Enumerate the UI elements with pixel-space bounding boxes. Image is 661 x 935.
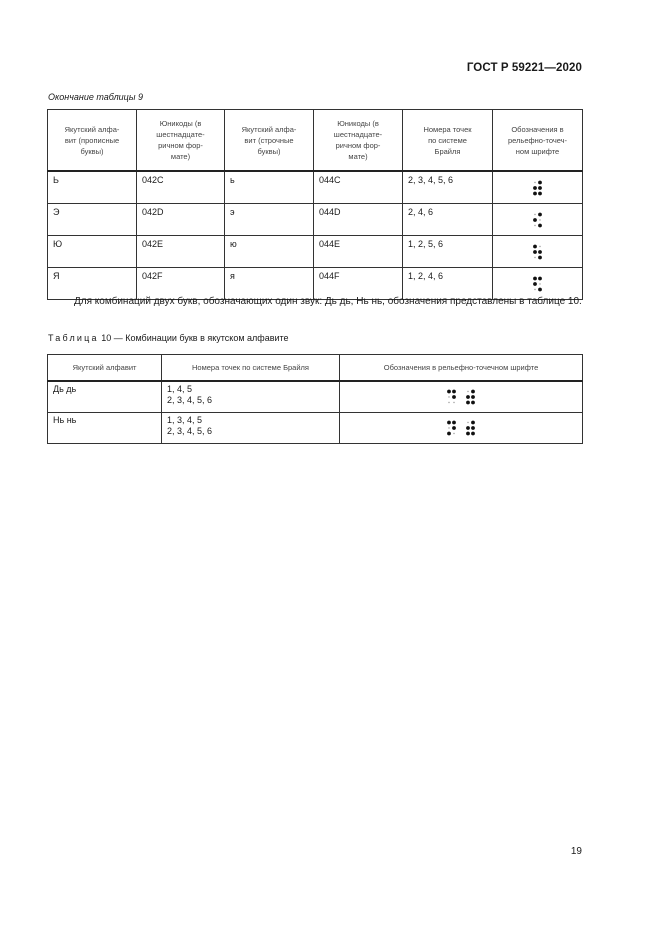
braille-symbol (446, 388, 476, 406)
letter-combination: Дь дь (48, 381, 162, 413)
body-paragraph: Для комбинаций двух букв, обозначающих один звук: Дь дь, Нь нь, обозначения представлены в таблице 10. (74, 296, 582, 307)
braille-symbol (532, 179, 543, 197)
table-row (48, 204, 583, 236)
braille-cell (340, 413, 583, 444)
braille-dot-numbers: 2, 4, 6 (403, 204, 493, 236)
braille-dot-raised (538, 250, 542, 254)
braille-cell (493, 236, 583, 268)
braille-dot-raised (533, 244, 537, 248)
page-number: 19 (570, 846, 582, 857)
table10-caption-title: 10 — Комбинации букв в якутском алфавите (98, 333, 289, 343)
table10-caption-label: Таблица (48, 333, 99, 343)
braille-dot-numbers: 1, 2, 5, 6 (403, 236, 493, 268)
braille-dot-raised (538, 180, 542, 184)
table-row (48, 381, 583, 413)
header-braille-dots: Номера точек по системе Брайля (403, 110, 493, 172)
braille-cell (493, 171, 583, 204)
header-upper-unicode: Юникоды (в шестнадцате- ричном фор- мате) (137, 110, 225, 172)
braille-dot-empty (539, 283, 540, 284)
lower-letter: ь (225, 171, 314, 204)
braille-dot-raised (538, 255, 542, 259)
braille-dot-raised (538, 287, 542, 291)
braille-dot-empty (534, 288, 535, 289)
table-10 (47, 354, 583, 444)
table-row (48, 413, 583, 444)
braille-dot-raised (447, 432, 451, 436)
braille-dot-raised (471, 432, 475, 436)
braille-dot-empty (539, 219, 540, 220)
braille-dot-raised (533, 191, 537, 195)
braille-dot-raised (447, 390, 451, 394)
upper-letter: Ю (48, 236, 137, 268)
header-upper-letter: Якутский алфа- вит (прописные буквы) (48, 110, 137, 172)
braille-dot-raised (538, 212, 542, 216)
upper-unicode: 042D (137, 204, 225, 236)
lower-letter: я (225, 268, 314, 300)
braille-cell (493, 204, 583, 236)
braille-dot-raised (452, 390, 456, 394)
braille-dot-empty (467, 422, 468, 423)
table-row (48, 171, 583, 204)
lower-unicode: 044C (314, 171, 403, 204)
braille-dot-numbers: 2, 3, 4, 5, 6 (403, 171, 493, 204)
braille-dot-empty (448, 396, 449, 397)
table10-caption (48, 333, 289, 343)
braille-dot-raised (538, 191, 542, 195)
header-lower-unicode: Юникоды (в шестнадцате- ричном фор- мате) (314, 110, 403, 172)
upper-letter: Э (48, 204, 137, 236)
header-braille-dots: Номера точек по системе Брайля (162, 355, 340, 382)
braille-dot-raised (452, 395, 456, 399)
lower-unicode: 044E (314, 236, 403, 268)
braille-dot-raised (471, 401, 475, 405)
braille-dot-empty (534, 213, 535, 214)
braille-dot-empty (534, 256, 535, 257)
lower-letter: ю (225, 236, 314, 268)
header-lower-letter: Якутский алфа- вит (строчные буквы) (225, 110, 314, 172)
table-row (48, 236, 583, 268)
braille-symbol (446, 419, 476, 437)
braille-dot-raised (466, 426, 470, 430)
braille-dot-raised (471, 421, 475, 425)
braille-dot-numbers: 1, 4, 5 2, 3, 4, 5, 6 (162, 381, 340, 413)
upper-unicode: 042F (137, 268, 225, 300)
braille-dot-raised (533, 250, 537, 254)
braille-dot-raised (471, 426, 475, 430)
braille-dot-raised (471, 395, 475, 399)
braille-cell (340, 381, 583, 413)
braille-dot-raised (533, 282, 537, 286)
braille-dot-numbers: 1, 2, 4, 6 (403, 268, 493, 300)
header-alphabet: Якутский алфавит (48, 355, 162, 382)
header-braille-symbol: Обозначения в рельефно-точечном шрифте (340, 355, 583, 382)
braille-dot-empty (539, 245, 540, 246)
braille-symbol (532, 243, 543, 261)
braille-dot-raised (538, 186, 542, 190)
upper-letter: Ь (48, 171, 137, 204)
document-code: ГОСТ Р 59221—2020 (466, 62, 582, 74)
braille-dot-numbers: 1, 3, 4, 5 2, 3, 4, 5, 6 (162, 413, 340, 444)
braille-dot-empty (448, 427, 449, 428)
table-9 (47, 109, 583, 300)
header-braille-symbol: Обозначения в рельефно-точеч- ном шрифте (493, 110, 583, 172)
upper-unicode: 042E (137, 236, 225, 268)
braille-dot-raised (533, 186, 537, 190)
braille-dot-raised (466, 395, 470, 399)
upper-letter: Я (48, 268, 137, 300)
table9-caption: Окончание таблицы 9 (48, 92, 143, 102)
braille-dot-raised (466, 401, 470, 405)
braille-dot-raised (452, 426, 456, 430)
braille-dot-raised (538, 223, 542, 227)
braille-dot-raised (538, 276, 542, 280)
braille-dot-empty (534, 181, 535, 182)
braille-dot-empty (534, 224, 535, 225)
braille-dot-raised (466, 432, 470, 436)
braille-dot-raised (533, 218, 537, 222)
braille-dot-empty (453, 402, 454, 403)
braille-dot-raised (471, 390, 475, 394)
braille-symbol (532, 275, 543, 293)
lower-unicode: 044F (314, 268, 403, 300)
braille-dot-empty (448, 402, 449, 403)
braille-dot-raised (533, 276, 537, 280)
lower-unicode: 044D (314, 204, 403, 236)
braille-dot-raised (452, 421, 456, 425)
braille-dot-raised (447, 421, 451, 425)
upper-unicode: 042C (137, 171, 225, 204)
letter-combination: Нь нь (48, 413, 162, 444)
braille-dot-empty (453, 433, 454, 434)
lower-letter: э (225, 204, 314, 236)
braille-symbol (532, 211, 543, 229)
braille-dot-empty (467, 391, 468, 392)
